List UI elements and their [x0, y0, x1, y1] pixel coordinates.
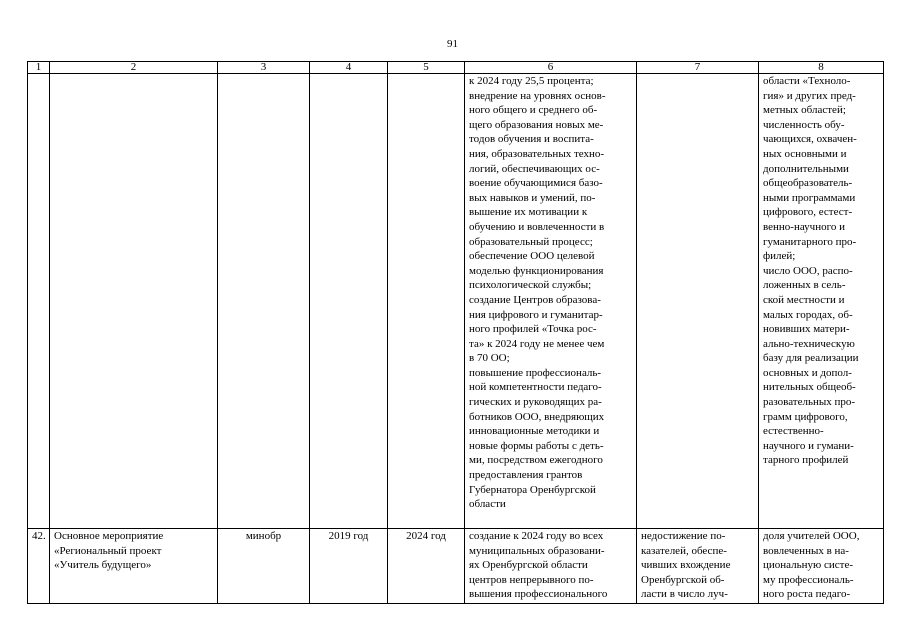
column-header: 1: [28, 62, 50, 74]
start-year-cell: 2019 год: [310, 529, 388, 604]
start-year-cell: [310, 74, 388, 529]
executor-cell: [218, 74, 310, 529]
column-header: 4: [310, 62, 388, 74]
indicators-cell: области «Техноло- гия» и других пред- метных областей; численность обу- чающихся, охвачен- ных основными и дополнительными общеобразователь- ными программами цифрового, естест- венно-научного и гуманитарного про- филей; число ООО, распо- ложенных в сель- ской местности и малых городах, об- новивших матери- ально-техническую базу для реализации основных и допол- нительных общеоб- разовательных про- грамм цифрового, естественно- научного и гумани- тарного профилей: [759, 74, 884, 529]
program-table: [27, 61, 884, 604]
column-number-row: [28, 62, 884, 74]
column-header: 6: [465, 62, 637, 74]
column-header: 8: [759, 62, 884, 74]
column-header: 3: [218, 62, 310, 74]
executor-cell: минобр: [218, 529, 310, 604]
consequences-cell: недостижение по- казателей, обеспе- чивших вхождение Оренбургской об- ласти в число луч-: [637, 529, 759, 604]
table-row: [28, 529, 884, 604]
end-year-cell: [388, 74, 465, 529]
row-number-cell: [28, 74, 50, 529]
expected-result-cell: создание к 2024 году во всех муниципальных образовани- ях Оренбургской области центров непрерывного по- вышения профессионального: [465, 529, 637, 604]
consequences-cell: [637, 74, 759, 529]
row-number-cell: 42.: [28, 529, 50, 604]
event-cell: Основное мероприятие «Региональный проект «Учитель будущего»: [50, 529, 218, 604]
column-header: 7: [637, 62, 759, 74]
column-header: 5: [388, 62, 465, 74]
indicators-cell: доля учителей ООО, вовлеченных в на- циональную систе- му профессиональ- ного роста педаго-: [759, 529, 884, 604]
table-row: [28, 74, 884, 529]
end-year-cell: 2024 год: [388, 529, 465, 604]
page-number: 91: [447, 38, 458, 50]
expected-result-cell: к 2024 году 25,5 процента; внедрение на уровнях основ- ного общего и среднего об- щего образования новых ме- тодов обучения и воспита- ния, образовательных техно- логий, обеспечивающих ос- воение обучающимися базо- вых навыков и умений, по- вышение их мотивации к обучению и вовлеченности в образовательный процесс; обеспечение ООО целевой моделью функционирования психологической службы; создание Центров образова- ния цифрового и гуманитар- ного профилей «Точка рос- та» к 2024 году не менее чем в 70 ОО; повышение профессиональ- ной компетентности педаго- гических и руководящих ра- ботников ООО, внедряющих инновационные методики и новые формы работы с деть- ми, посредством ежегодного предоставления грантов Губернатора Оренбургской области: [465, 74, 637, 529]
event-cell: [50, 74, 218, 529]
column-header: 2: [50, 62, 218, 74]
